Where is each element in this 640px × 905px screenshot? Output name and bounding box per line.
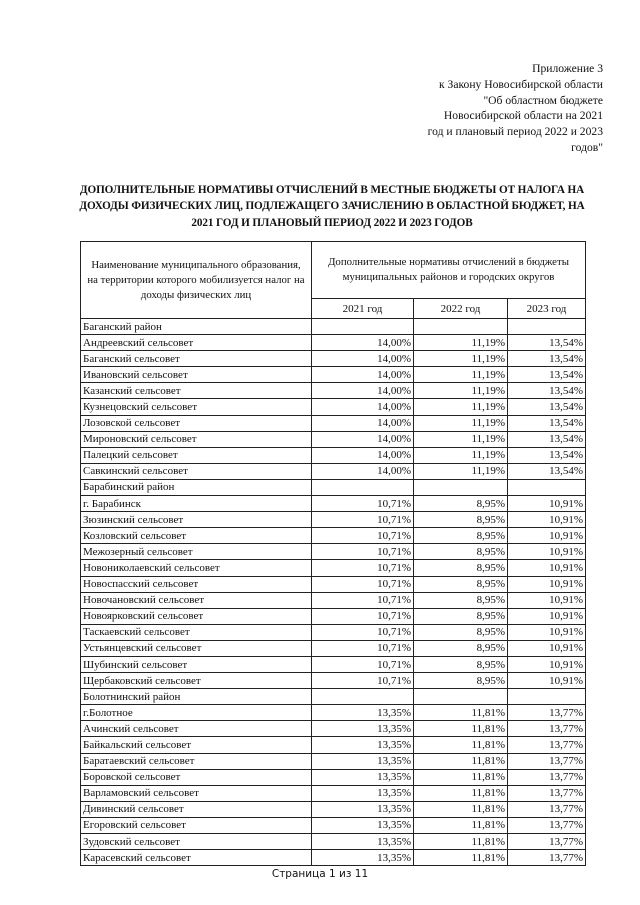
municipality-name: Межозерный сельсовет [81,544,312,560]
table-row [81,705,586,721]
norm-value-2023: 10,91% [508,624,586,640]
norm-value-2022: 8,95% [414,624,508,640]
page-number: Страница 1 из 11 [271,868,369,880]
norm-value-2021: 10,71% [312,624,414,640]
table-row [81,656,586,672]
municipality-name: Щербаковский сельсовет [81,673,312,689]
norm-value-2021: 13,35% [312,850,414,866]
norm-value-2023: 13,77% [508,785,586,801]
norm-value-2022: 11,81% [414,737,508,753]
norm-value-2021: 14,00% [312,367,414,383]
norm-value-2023: 10,91% [508,576,586,592]
municipality-name: Ачинский сельсовет [81,721,312,737]
table-row [81,431,586,447]
header-municipality: Наименование муниципального образования, на территории которого мобилизуется налог на доходы физических лиц [81,242,312,319]
norm-value-2023: 10,91% [508,560,586,576]
table-row [81,463,586,479]
table-row [81,640,586,656]
table-row [81,801,586,817]
norm-value-2023: 13,54% [508,463,586,479]
norm-value-2021: 14,00% [312,415,414,431]
norm-value-2022 [414,319,508,335]
norm-value-2021: 10,71% [312,608,414,624]
municipality-name: г.Болотное [81,705,312,721]
norm-value-2022: 11,81% [414,785,508,801]
norm-value-2023: 13,77% [508,801,586,817]
municipality-name: Савкинский сельсовет [81,463,312,479]
norm-value-2022: 11,19% [414,399,508,415]
norm-value-2021 [312,479,414,495]
norm-value-2022: 11,19% [414,367,508,383]
district-row [81,319,586,335]
table-row [81,624,586,640]
table-row [81,399,586,415]
norm-value-2022: 11,81% [414,834,508,850]
norm-value-2021: 10,71% [312,673,414,689]
norm-value-2022 [414,479,508,495]
municipality-name: Карасевский сельсовет [81,850,312,866]
table-row [81,576,586,592]
appendix-line: годов" [571,140,603,154]
norm-value-2023: 13,54% [508,383,586,399]
norm-value-2023: 10,91% [508,496,586,512]
norm-value-2021: 10,71% [312,576,414,592]
appendix-line: "Об областном бюджете [483,93,603,107]
norm-value-2021: 13,35% [312,737,414,753]
norm-value-2022: 8,95% [414,576,508,592]
district-row [81,689,586,705]
municipality-name: Кузнецовский сельсовет [81,399,312,415]
norm-value-2022: 11,81% [414,850,508,866]
norm-value-2023: 13,77% [508,850,586,866]
norm-value-2022: 11,81% [414,817,508,833]
table-row [81,592,586,608]
norm-value-2022: 11,19% [414,463,508,479]
norm-value-2023: 10,91% [508,528,586,544]
norm-value-2021: 10,71% [312,512,414,528]
header-year-2022: 2022 год [414,299,508,319]
norm-value-2023: 13,54% [508,399,586,415]
header-year-2023: 2023 год [508,299,586,319]
norm-value-2021: 14,00% [312,399,414,415]
table-row [81,785,586,801]
norm-value-2022: 11,19% [414,447,508,463]
municipality-name: Зюзинский сельсовет [81,512,312,528]
norm-value-2023: 13,77% [508,721,586,737]
norm-value-2023: 13,77% [508,834,586,850]
norm-value-2022: 11,81% [414,705,508,721]
appendix-block [343,61,603,156]
municipality-name: Ивановский сельсовет [81,367,312,383]
norm-value-2023 [508,319,586,335]
norm-value-2023: 13,54% [508,335,586,351]
norm-value-2021: 14,00% [312,431,414,447]
table-row [81,415,586,431]
municipality-name: Байкальский сельсовет [81,737,312,753]
municipality-name: г. Барабинск [81,496,312,512]
norm-value-2023: 13,54% [508,431,586,447]
municipality-name: Новоярковский сельсовет [81,608,312,624]
appendix-line: год и плановый период 2022 и 2023 [427,125,603,139]
norm-value-2021: 14,00% [312,351,414,367]
norm-value-2021: 10,71% [312,528,414,544]
norm-value-2021: 13,35% [312,705,414,721]
table-row [81,753,586,769]
table-row [81,608,586,624]
appendix-line: Приложение 3 [532,62,603,75]
municipality-name: Егоровский сельсовет [81,817,312,833]
norm-value-2021: 14,00% [312,463,414,479]
municipality-name: Зудовский сельсовет [81,834,312,850]
district-name: Барабинский район [81,479,312,495]
norm-value-2023: 13,77% [508,769,586,785]
municipality-name: Палецкий сельсовет [81,447,312,463]
norm-value-2023: 10,91% [508,673,586,689]
municipality-name: Новоспасский сельсовет [81,576,312,592]
norm-value-2021: 10,71% [312,592,414,608]
norm-value-2023: 10,91% [508,656,586,672]
norm-value-2023: 10,91% [508,640,586,656]
table-row [81,512,586,528]
table-row [81,769,586,785]
norm-value-2023: 13,77% [508,817,586,833]
norm-value-2021: 13,35% [312,753,414,769]
norm-value-2023: 13,54% [508,447,586,463]
norm-value-2021: 13,35% [312,721,414,737]
document-title: ДОПОЛНИТЕЛЬНЫЕ НОРМАТИВЫ ОТЧИСЛЕНИЙ В МЕСТНЫЕ БЮДЖЕТЫ ОТ НАЛОГА НА ДОХОДЫ ФИЗИЧЕСКИХ ЛИЦ, ПОДЛЕЖАЩЕГО ЗАЧИСЛЕНИЮ В ОБЛАСТНОЙ БЮДЖЕТ, НА 2021 ГОД И ПЛАНОВЫЙ ПЕРИОД 2022 И 2023 ГОДОВ [79,184,585,229]
municipality-name: Таскаевский сельсовет [81,624,312,640]
norms-table [80,241,586,866]
table-row [81,367,586,383]
norm-value-2021: 10,71% [312,656,414,672]
norm-value-2022: 8,95% [414,560,508,576]
district-name: Баганский район [81,319,312,335]
norm-value-2023: 10,91% [508,544,586,560]
norm-value-2023: 10,91% [508,608,586,624]
norm-value-2022: 11,19% [414,415,508,431]
table-body [81,319,586,866]
norm-value-2021: 10,71% [312,544,414,560]
municipality-name: Казанский сельсовет [81,383,312,399]
norm-value-2021: 13,35% [312,769,414,785]
norm-value-2021 [312,689,414,705]
norm-value-2021 [312,319,414,335]
municipality-name: Баратаевский сельсовет [81,753,312,769]
table-row [81,351,586,367]
norm-value-2023: 13,77% [508,737,586,753]
municipality-name: Боровской сельсовет [81,769,312,785]
municipality-name: Устьянцевский сельсовет [81,640,312,656]
norm-value-2023: 10,91% [508,512,586,528]
table-row [81,544,586,560]
norm-value-2021: 13,35% [312,785,414,801]
norm-value-2021: 13,35% [312,834,414,850]
norm-value-2023 [508,689,586,705]
header-norms-group: Дополнительные нормативы отчислений в бюджеты муниципальных районов и городских округов [312,242,586,299]
norm-value-2022: 8,95% [414,496,508,512]
norm-value-2022: 11,19% [414,431,508,447]
norm-value-2022: 8,95% [414,528,508,544]
table-row [81,383,586,399]
municipality-name: Новочановский сельсовет [81,592,312,608]
norm-value-2022: 8,95% [414,608,508,624]
table-row [81,817,586,833]
norm-value-2022: 11,19% [414,351,508,367]
table-row [81,737,586,753]
norm-value-2021: 14,00% [312,447,414,463]
table-row [81,496,586,512]
norm-value-2022: 11,81% [414,721,508,737]
table-row [81,721,586,737]
table-row [81,447,586,463]
municipality-name: Дивинский сельсовет [81,801,312,817]
norm-value-2022: 11,19% [414,335,508,351]
municipality-name: Варламовский сельсовет [81,785,312,801]
appendix-line: Новосибирской области на 2021 [443,109,603,123]
appendix-line: к Закону Новосибирской области [439,77,603,91]
district-row [81,479,586,495]
norm-value-2022: 11,19% [414,383,508,399]
municipality-name: Новониколаевский сельсовет [81,560,312,576]
norm-value-2022: 8,95% [414,673,508,689]
norm-value-2021: 14,00% [312,335,414,351]
norm-value-2022 [414,689,508,705]
norm-value-2022: 11,81% [414,753,508,769]
table-row [81,335,586,351]
norm-value-2022: 8,95% [414,640,508,656]
norm-value-2022: 8,95% [414,544,508,560]
header-year-2021: 2021 год [312,299,414,319]
municipality-name: Шубинский сельсовет [81,656,312,672]
table-row [81,673,586,689]
table-row [81,834,586,850]
municipality-name: Козловский сельсовет [81,528,312,544]
municipality-name: Баганский сельсовет [81,351,312,367]
norm-value-2021: 13,35% [312,801,414,817]
norm-value-2023: 13,54% [508,351,586,367]
municipality-name: Лозовской сельсовет [81,415,312,431]
table-row [81,560,586,576]
norm-value-2021: 10,71% [312,560,414,576]
norm-value-2022: 8,95% [414,592,508,608]
norm-value-2022: 8,95% [414,656,508,672]
table-row [81,528,586,544]
norm-value-2021: 13,35% [312,817,414,833]
municipality-name: Мироновский сельсовет [81,431,312,447]
norm-value-2021: 10,71% [312,640,414,656]
norm-value-2021: 14,00% [312,383,414,399]
norm-value-2022: 11,81% [414,801,508,817]
norm-value-2023: 13,54% [508,415,586,431]
district-name: Болотнинский район [81,689,312,705]
norm-value-2023: 13,54% [508,367,586,383]
table-row [81,850,586,866]
norm-value-2023: 10,91% [508,592,586,608]
norm-value-2023: 13,77% [508,705,586,721]
norm-value-2023: 13,77% [508,753,586,769]
norm-value-2022: 11,81% [414,769,508,785]
municipality-name: Андреевский сельсовет [81,335,312,351]
norm-value-2022: 8,95% [414,512,508,528]
norm-value-2023 [508,479,586,495]
norm-value-2021: 10,71% [312,496,414,512]
